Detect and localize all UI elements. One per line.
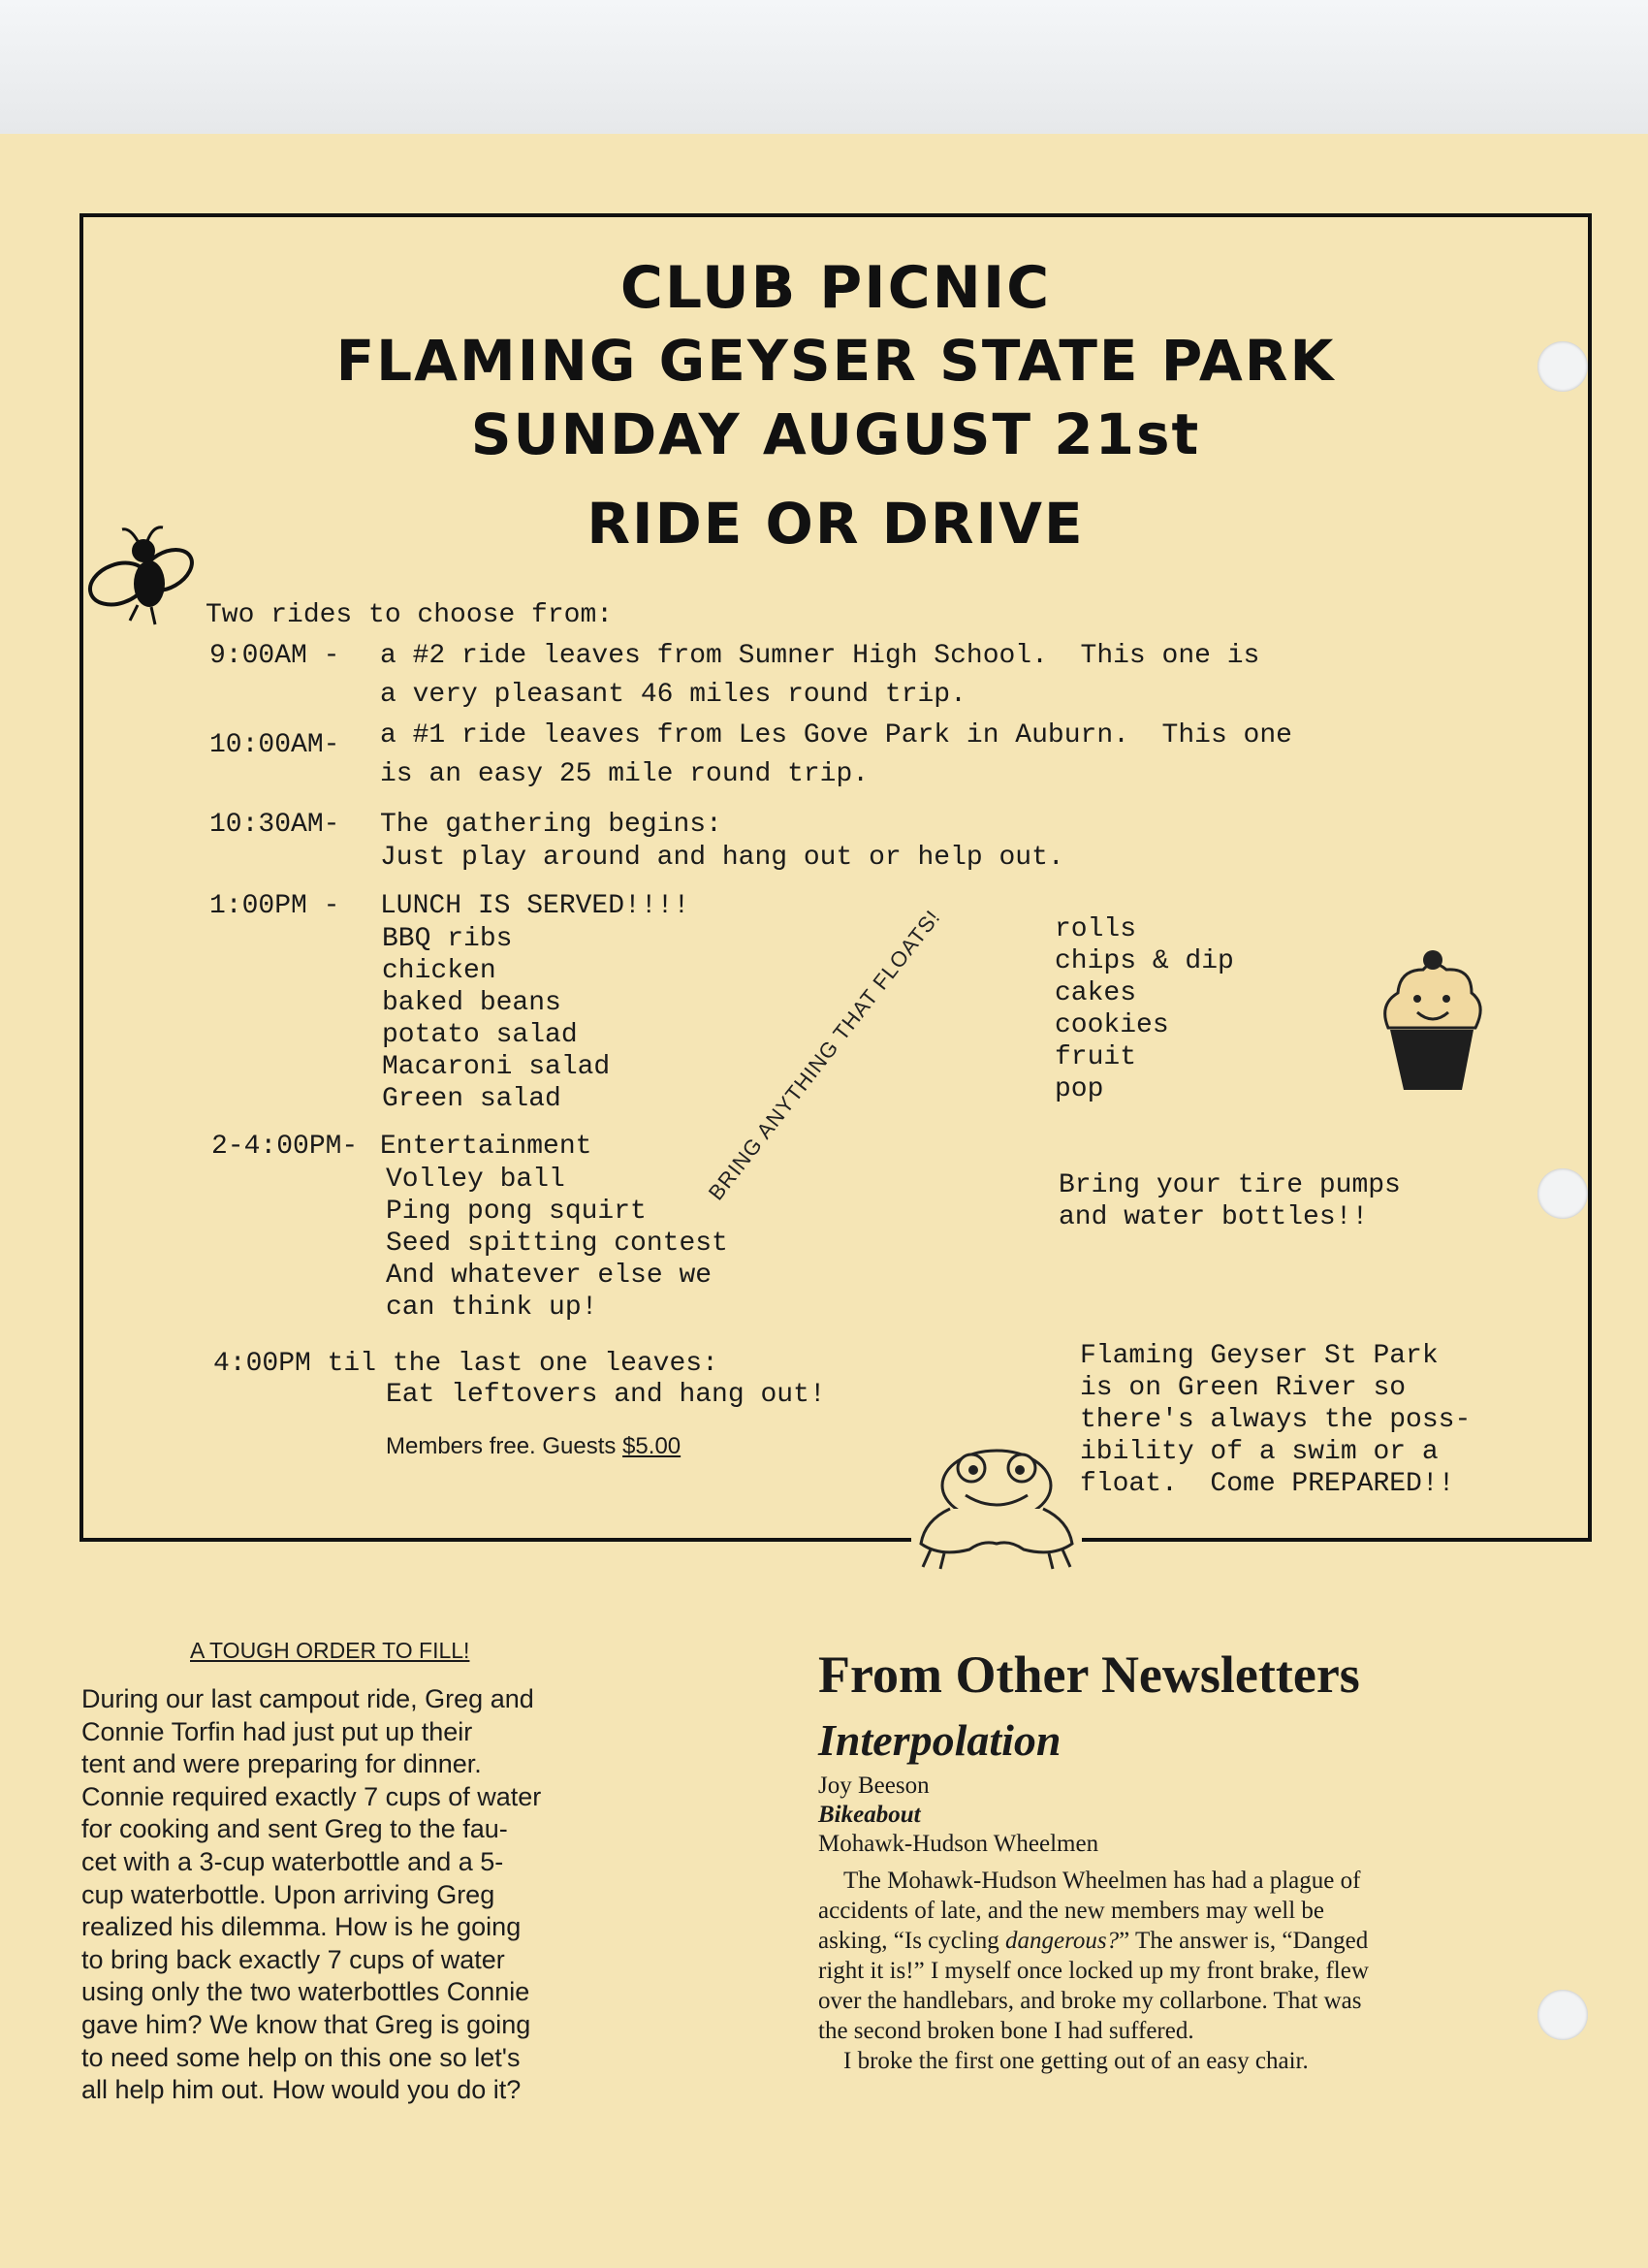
activity-item: And whatever else we	[386, 1261, 713, 1291]
schedule-desc-1b: a very pleasant 46 miles round trip.	[380, 680, 967, 710]
article-italic: dangerous?	[1005, 1928, 1120, 1954]
park-note-line: Flaming Geyser St Park	[1080, 1341, 1439, 1371]
flyer-title: CLUB PICNIC	[619, 254, 1052, 322]
article-line: over the handlebars, and broke my collarbone. That was	[818, 1988, 1362, 2014]
schedule-time-3: 10:30AM-	[209, 810, 340, 840]
puzzle-line: During our last campout ride, Greg and	[81, 1684, 534, 1713]
schedule-desc-3b: Just play around and hang out or help out.	[380, 843, 1064, 873]
entertainment-heading: Entertainment	[380, 1132, 592, 1162]
article-publication: Bikeabout	[818, 1802, 921, 1828]
article-text: ” The answer is, “Danged	[1119, 1928, 1369, 1954]
puzzle-line: all help him out. How would you do it?	[81, 2075, 522, 2105]
article-line: The Mohawk-Hudson Wheelmen has had a plague of	[843, 1868, 1361, 1894]
puzzle-line: to need some help on this one so let's	[81, 2042, 521, 2072]
park-note	[1080, 1340, 1471, 1500]
menu-item: rolls	[1055, 914, 1137, 944]
puzzle-line: cet with a 3-cup waterbottle and a 5-	[81, 1846, 504, 1876]
activity-item: can think up!	[386, 1293, 598, 1323]
puzzle-body	[81, 1683, 541, 2107]
intro-text: Two rides to choose from:	[206, 600, 614, 630]
park-note-line: there's always the poss-	[1080, 1405, 1472, 1435]
schedule-time-1: 9:00AM -	[209, 641, 340, 671]
schedule-desc-1a: a #2 ride leaves from Sumner High School. This one is	[380, 641, 1260, 671]
article-line	[818, 1926, 1369, 1956]
lunch-menu-left	[382, 923, 610, 1115]
menu-item: fruit	[1055, 1042, 1137, 1072]
puzzle-line: gave him? We know that Greg is going	[81, 2009, 531, 2039]
ride-or-drive: RIDE OR DRIVE	[586, 491, 1085, 557]
pumps-note-line: and water bottles!!	[1059, 1202, 1369, 1232]
guest-fee: $5.00	[622, 1433, 681, 1459]
schedule-desc-2a: a #1 ride leaves from Les Gove Park in Auburn. This one	[380, 720, 1292, 751]
puzzle-line: realized his dilemma. How is he going	[81, 1912, 522, 1942]
lunch-heading: LUNCH IS SERVED!!!!	[380, 891, 690, 921]
newsletters-heading: From Other Newsletters	[818, 1645, 1360, 1704]
cupcake-icon	[1375, 948, 1489, 1096]
lunch-menu-right	[1055, 913, 1234, 1105]
article-line: the second broken bone I had suffered.	[818, 2018, 1194, 2044]
puzzle-line: using only the two waterbottles Connie	[81, 1977, 530, 2007]
puzzle-line: cup waterbottle. Upon arriving Greg	[81, 1879, 495, 1909]
fee-line	[386, 1433, 681, 1460]
closing-time: 4:00PM til the last one leaves:	[213, 1349, 718, 1379]
menu-item: potato salad	[382, 1020, 578, 1050]
activity-item: Ping pong squirt	[386, 1197, 647, 1227]
schedule-time-2: 10:00AM-	[209, 730, 340, 760]
puzzle-line: Connie required exactly 7 cups of water	[81, 1781, 542, 1811]
article-title: Interpolation	[818, 1715, 1062, 1765]
pumps-note	[1059, 1169, 1401, 1233]
park-note-line: float. Come PREPARED!!	[1080, 1469, 1455, 1499]
article-author: Joy Beeson	[818, 1773, 930, 1799]
menu-item: cakes	[1055, 978, 1137, 1008]
schedule-desc-2b: is an easy 25 mile round trip.	[380, 759, 870, 789]
article-text: asking, “Is cycling	[818, 1928, 1006, 1954]
activity-item: Volley ball	[386, 1165, 565, 1195]
menu-item: BBQ ribs	[382, 924, 513, 954]
bee-icon	[81, 524, 202, 630]
puzzle-line: Connie Torfin had just put up their	[81, 1716, 473, 1746]
pumps-note-line: Bring your tire pumps	[1059, 1170, 1401, 1200]
frog-icon	[911, 1443, 1082, 1575]
menu-item: chips & dip	[1055, 946, 1234, 976]
menu-item: pop	[1055, 1074, 1104, 1104]
article-line: I broke the first one getting out of an easy chair.	[843, 2048, 1309, 2074]
park-note-line: ibility of a swim or a	[1080, 1437, 1439, 1467]
menu-item: chicken	[382, 956, 496, 986]
menu-item: cookies	[1055, 1010, 1169, 1040]
article-line: right it is!” I myself once locked up my front brake, flew	[818, 1958, 1369, 1984]
punch-hole-bottom	[1537, 1990, 1588, 2040]
park-note-line: is on Green River so	[1080, 1373, 1407, 1403]
lunch-time: 1:00PM -	[209, 891, 340, 921]
floats-note: BRING ANYTHING THAT FLOATS!	[703, 905, 945, 1205]
menu-item: baked beans	[382, 988, 561, 1018]
menu-item: Macaroni salad	[382, 1052, 611, 1082]
scanner-background	[0, 0, 1648, 136]
article-line: accidents of late, and the new members may well be	[818, 1898, 1325, 1924]
puzzle-line: for cooking and sent Greg to the fau-	[81, 1814, 508, 1844]
closing-line: Eat leftovers and hang out!	[386, 1380, 826, 1410]
entertainment-list	[386, 1164, 728, 1324]
fee-prefix: Members free. Guests	[386, 1433, 623, 1459]
park-name: FLAMING GEYSER STATE PARK	[335, 328, 1336, 394]
entertainment-time: 2-4:00PM-	[211, 1132, 359, 1162]
event-date: SUNDAY AUGUST 21st	[470, 401, 1201, 467]
article-body	[818, 1866, 1369, 2076]
puzzle-line: tent and were preparing for dinner.	[81, 1749, 482, 1779]
menu-item: Green salad	[382, 1084, 561, 1114]
activity-item: Seed spitting contest	[386, 1229, 728, 1259]
schedule-desc-3a: The gathering begins:	[380, 810, 722, 840]
puzzle-title: A TOUGH ORDER TO FILL!	[190, 1638, 470, 1663]
article-club: Mohawk-Hudson Wheelmen	[818, 1831, 1099, 1857]
puzzle-line: to bring back exactly 7 cups of water	[81, 1944, 505, 1974]
